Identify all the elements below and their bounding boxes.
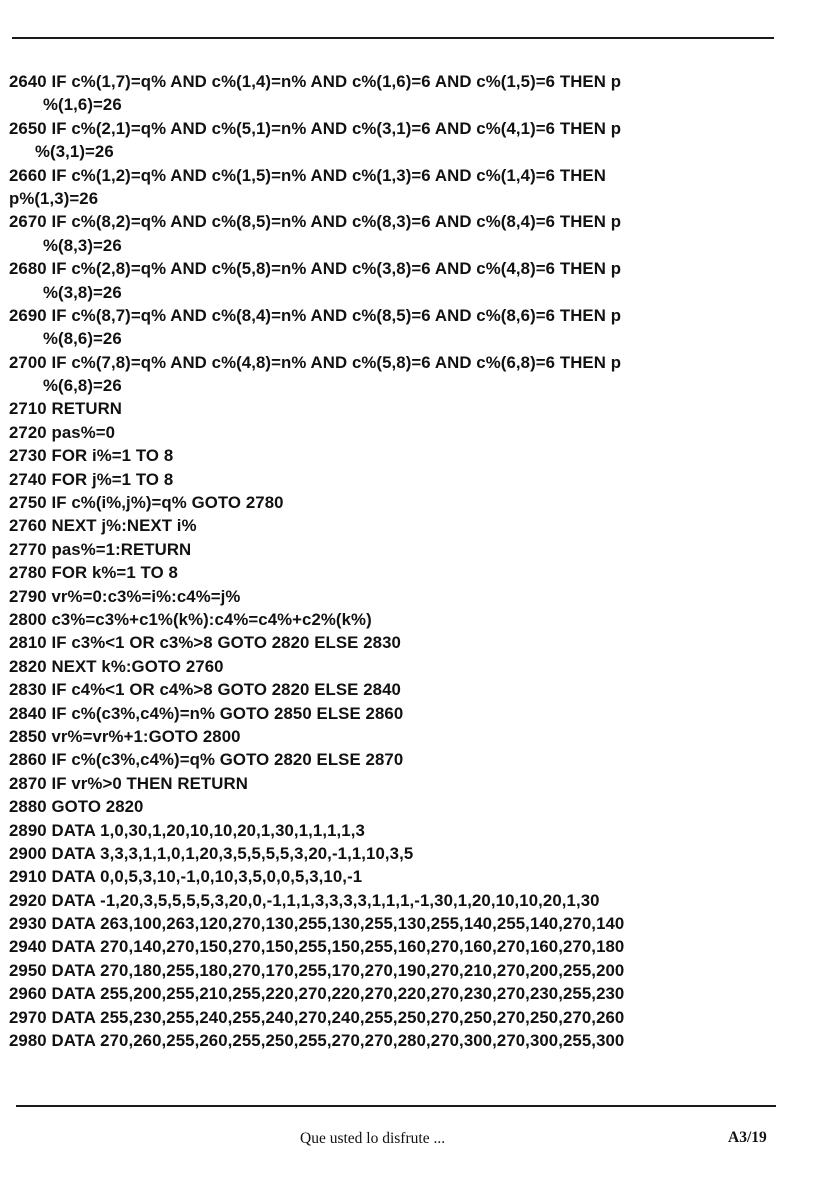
code-line: 2790 vr%=0:c3%=i%:c4%=j% (9, 586, 241, 606)
code-line: 2900 DATA 3,3,3,1,1,0,1,20,3,5,5,5,5,3,20,-1,1,10,3,5 (9, 843, 414, 863)
basic-program-listing (9, 70, 784, 1052)
code-line: 2700 IF c%(7,8)=q% AND c%(4,8)=n% AND c%(5,8)=6 AND c%(6,8)=6 THEN p (9, 352, 622, 372)
code-line: 2660 IF c%(1,2)=q% AND c%(1,5)=n% AND c%(1,3)=6 AND c%(1,4)=6 THEN (9, 165, 606, 185)
code-line: 2810 IF c3%<1 OR c3%>8 GOTO 2820 ELSE 2830 (9, 633, 401, 653)
code-line: p%(1,3)=26 (9, 188, 99, 208)
code-line: 2830 IF c4%<1 OR c4%>8 GOTO 2820 ELSE 2840 (9, 680, 401, 700)
code-line: 2710 RETURN (9, 399, 123, 419)
code-line: 2840 IF c%(c3%,c4%)=n% GOTO 2850 ELSE 2860 (9, 703, 404, 723)
bottom-rule (16, 1105, 776, 1107)
code-line: 2820 NEXT k%:GOTO 2760 (9, 656, 224, 676)
code-line: 2940 DATA 270,140,270,150,270,150,255,150,255,160,270,160,270,160,270,180 (9, 937, 625, 957)
code-line: 2870 IF vr%>0 THEN RETURN (9, 773, 248, 793)
code-line: 2850 vr%=vr%+1:GOTO 2800 (9, 726, 241, 746)
footer-tagline: Que usted lo disfrute ... (300, 1130, 446, 1147)
code-line: 2880 GOTO 2820 (9, 797, 144, 817)
code-line: 2770 pas%=1:RETURN (9, 539, 192, 559)
code-line: 2980 DATA 270,260,255,260,255,250,255,270,270,280,270,300,270,300,255,300 (9, 1031, 625, 1051)
code-line: %(8,6)=26 (43, 329, 122, 349)
code-line: 2930 DATA 263,100,263,120,270,130,255,130,255,130,255,140,255,140,270,140 (9, 914, 625, 934)
code-line: 2720 pas%=0 (9, 422, 116, 442)
code-line: 2750 IF c%(i%,j%)=q% GOTO 2780 (9, 493, 284, 513)
code-line: %(3,8)=26 (43, 282, 122, 302)
code-line: %(6,8)=26 (43, 376, 122, 396)
code-line: 2860 IF c%(c3%,c4%)=q% GOTO 2820 ELSE 2870 (9, 750, 404, 770)
code-line: 2670 IF c%(8,2)=q% AND c%(8,5)=n% AND c%(8,3)=6 AND c%(8,4)=6 THEN p (9, 212, 622, 232)
top-rule (12, 37, 774, 39)
code-line: %(1,6)=26 (43, 95, 122, 115)
code-line: 2920 DATA -1,20,3,5,5,5,5,3,20,0,-1,1,1,3,3,3,3,1,1,1,-1,30,1,20,10,10,20,1,30 (9, 890, 600, 910)
code-line: 2950 DATA 270,180,255,180,270,170,255,170,270,190,270,210,270,200,255,200 (9, 960, 625, 980)
code-line: 2800 c3%=c3%+c1%(k%):c4%=c4%+c2%(k%) (9, 609, 372, 629)
code-line: 2680 IF c%(2,8)=q% AND c%(5,8)=n% AND c%(3,8)=6 AND c%(4,8)=6 THEN p (9, 259, 622, 279)
code-line: 2740 FOR j%=1 TO 8 (9, 469, 174, 489)
code-line: 2960 DATA 255,200,255,210,255,220,270,220,270,220,270,230,270,230,255,230 (9, 984, 625, 1004)
code-line: 2890 DATA 1,0,30,1,20,10,10,20,1,30,1,1,1,1,3 (9, 820, 365, 840)
page-reference: A3/19 (728, 1129, 767, 1146)
code-line: 2780 FOR k%=1 TO 8 (9, 563, 178, 583)
code-line: 2640 IF c%(1,7)=q% AND c%(1,4)=n% AND c%(1,6)=6 AND c%(1,5)=6 THEN p (9, 72, 622, 91)
code-line: 2690 IF c%(8,7)=q% AND c%(8,4)=n% AND c%(8,5)=6 AND c%(8,6)=6 THEN p (9, 305, 622, 325)
code-line: %(8,3)=26 (43, 235, 122, 255)
code-line: 2910 DATA 0,0,5,3,10,-1,0,10,3,5,0,0,5,3,10,-1 (9, 867, 363, 887)
code-line: 2970 DATA 255,230,255,240,255,240,270,240,255,250,270,250,270,250,270,260 (9, 1007, 625, 1027)
code-line: %(3,1)=26 (35, 142, 114, 162)
code-line: 2650 IF c%(2,1)=q% AND c%(5,1)=n% AND c%(3,1)=6 AND c%(4,1)=6 THEN p (9, 118, 622, 138)
code-line: 2730 FOR i%=1 TO 8 (9, 446, 174, 466)
code-line: 2760 NEXT j%:NEXT i% (9, 516, 197, 536)
